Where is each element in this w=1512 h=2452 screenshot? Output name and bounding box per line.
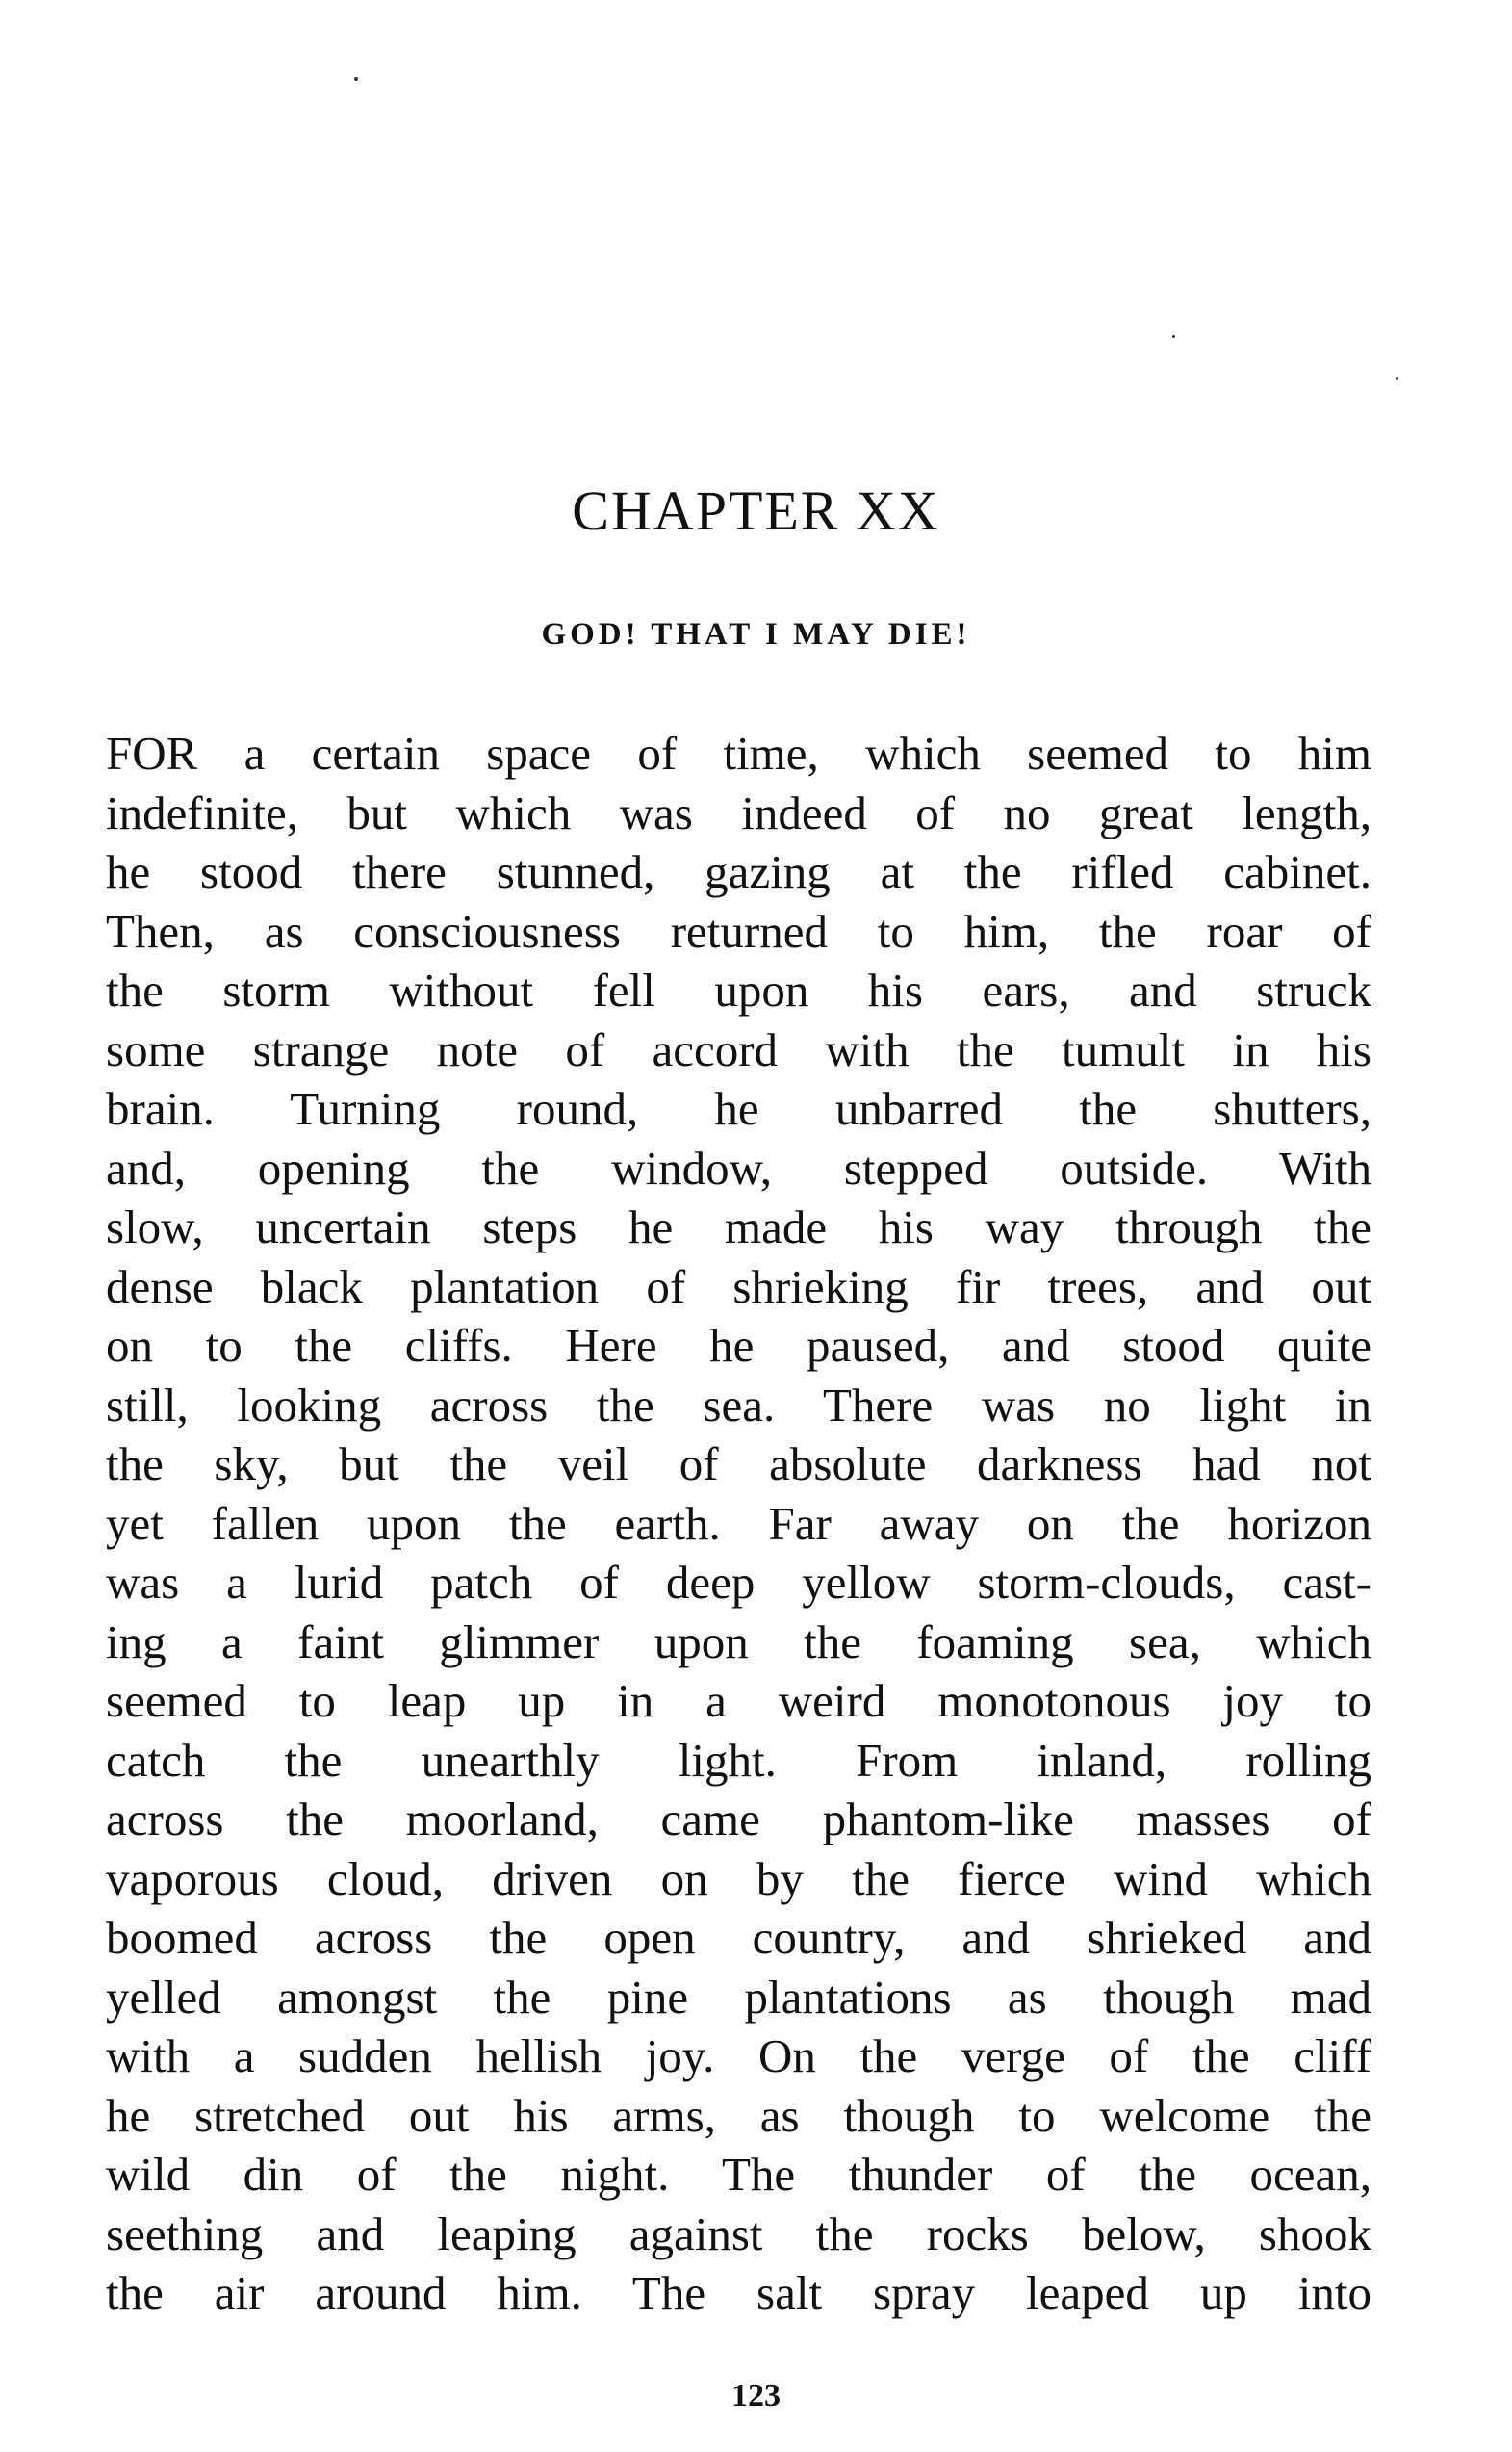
text-line: Then, as consciousness returned to him, the roar of: [106, 904, 1371, 958]
text-line: seemed to leap up in a weird monotonous joy to: [106, 1674, 1371, 1727]
chapter-body-text: [106, 724, 1371, 2323]
text-line: across the moorland, came phantom-like masses of: [106, 1793, 1371, 1845]
text-line: still, looking across the sea. There was no light in: [106, 1378, 1371, 1432]
print-speck: [1396, 377, 1398, 380]
text-line: on to the cliffs. Here he paused, and stood quite: [106, 1319, 1371, 1372]
page-number: 123: [731, 2378, 781, 2413]
text-line: yelled amongst the pine plantations as though mad: [106, 1970, 1371, 2024]
text-line: slow, uncertain steps he made his way through the: [106, 1200, 1371, 1253]
text-line: with a sudden hellish joy. On the verge of the cliff: [106, 2029, 1371, 2082]
text-line: seething and leaping against the rocks below, shook: [106, 2207, 1371, 2260]
text-line: was a lurid patch of deep yellow storm-clouds, cast-: [106, 1556, 1371, 1609]
print-speck: [1172, 335, 1175, 338]
text-line: brain. Turning round, he unbarred the shutters,: [106, 1082, 1371, 1135]
text-line: the air around him. The salt spray leaped up into: [106, 2266, 1371, 2319]
text-line: boomed across the open country, and shrieked and: [106, 1911, 1371, 1964]
text-line: some strange note of accord with the tumult in his: [106, 1022, 1371, 1076]
text-line: yet fallen upon the earth. Far away on the horizon: [106, 1496, 1371, 1550]
text-line: ing a faint glimmer upon the foaming sea, which: [106, 1614, 1371, 1668]
text-line: vaporous cloud, driven on by the fierce wind which: [106, 1851, 1371, 1905]
print-speck: [354, 77, 358, 81]
text-line: the sky, but the veil of absolute darkness had not: [106, 1437, 1371, 1490]
text-line: wild din of the night. The thunder of the ocean,: [106, 2148, 1371, 2201]
chapter-subtitle: GOD! THAT I MAY DIE!: [541, 617, 971, 652]
chapter-title: CHAPTER XX: [572, 479, 940, 542]
text-line: catch the unearthly light. From inland, rolling: [106, 1733, 1371, 1787]
text-line: dense black plantation of shrieking fir trees, and out: [106, 1259, 1371, 1313]
text-line: the storm without fell upon his ears, and struck: [106, 964, 1371, 1017]
text-line: he stretched out his arms, as though to welcome the: [106, 2088, 1371, 2142]
text-line: FOR a certain space of time, which seemed to him: [106, 727, 1371, 780]
text-line: and, opening the window, stepped outside. With: [106, 1141, 1371, 1195]
text-line: indefinite, but which was indeed of no great length,: [106, 786, 1371, 839]
text-line: he stood there stunned, gazing at the rifled cabinet.: [106, 845, 1371, 898]
